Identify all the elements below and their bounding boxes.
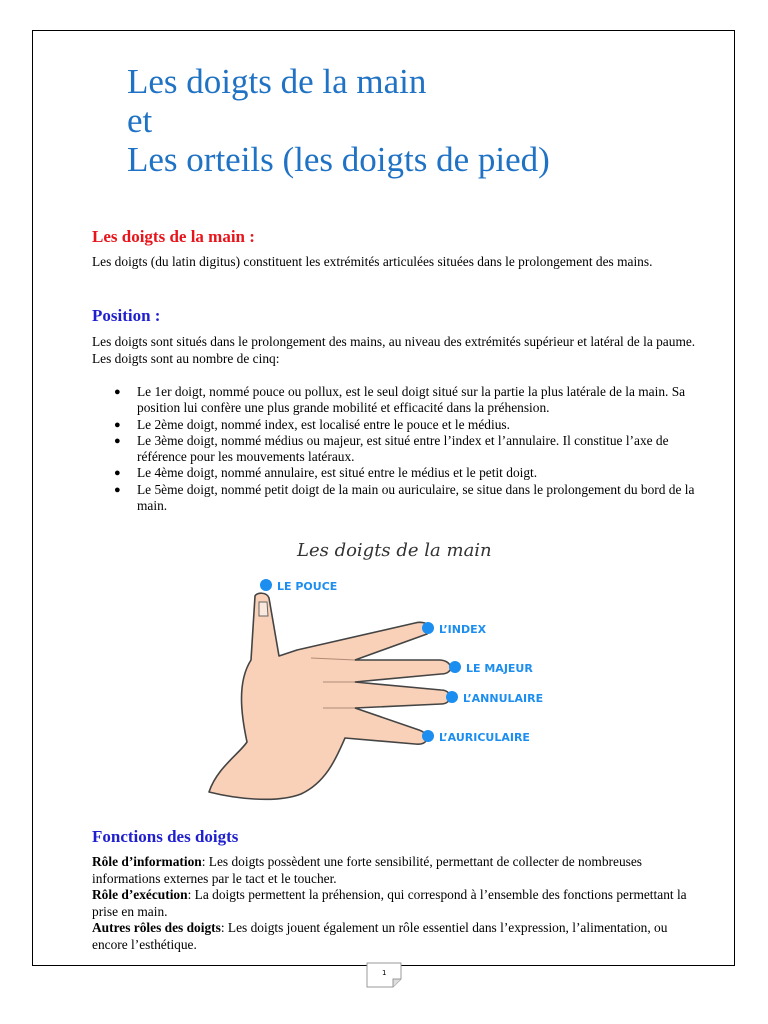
list-item: Rôle d’exécution: La doigts permettent la préhension, qui correspond à l’ensemble des fonctions permettant la prise en main. xyxy=(92,887,687,919)
page-number-badge xyxy=(366,962,402,988)
heading-fonctions: Fonctions des doigts xyxy=(92,827,239,846)
label-dot-majeur xyxy=(449,661,461,673)
label-dot-index xyxy=(422,622,434,634)
list-item: ● Le 1er doigt, nommé pouce ou pollux, est le seul doigt situé sur la partie la plus latérale de la main. Sa position lui confère une plus grande mobilité et efficacité dans la préhension. xyxy=(114,384,686,416)
list-item: ● Le 4ème doigt, nommé annulaire, est situé entre le médius et le petit doigt. xyxy=(114,465,538,481)
label-annulaire: L’ANNULAIRE xyxy=(463,692,544,705)
label-majeur: LE MAJEUR xyxy=(466,662,533,675)
title-line-1: Les doigts de la main xyxy=(127,62,427,101)
label-index: L’INDEX xyxy=(439,623,487,636)
list-item: ● Le 3ème doigt, nommé médius ou majeur, est situé entre l’index et l’annulaire. Il constitue l’axe de référence pour les mouvements latéraux. xyxy=(114,432,669,465)
list-item: Rôle d’information: Les doigts possèdent une forte sensibilité, permettant de collecter de nombreuses informations externes par le tact et le toucher. xyxy=(92,854,643,886)
list-item: ● Le 5ème doigt, nommé petit doigt de la main ou auriculaire, se situe dans le prolongement du bord de la main. xyxy=(114,481,695,514)
hand-shape xyxy=(209,593,451,799)
title-line-3: Les orteils (les doigts de pied) xyxy=(127,140,550,179)
bullet-icon: ● xyxy=(114,386,121,398)
page-title xyxy=(127,62,550,179)
label-dot-pouce xyxy=(260,579,272,591)
position-paragraph: Les doigts sont situés dans le prolongement des mains, au niveau des extrémités supérieur et latéral de la paume. Les doigts sont au nombre de cinq: xyxy=(92,334,696,366)
intro-paragraph: Les doigts (du latin digitus) constituent les extrémités articulées situées dans le prolongement des mains. xyxy=(92,254,653,269)
heading-doigts-main: Les doigts de la main : xyxy=(92,227,255,246)
list-item: ● Le 2ème doigt, nommé index, est localisé entre le pouce et le médius. xyxy=(114,416,510,432)
list-item: Autres rôles des doigts: Les doigts jouent également un rôle essentiel dans l’expression, l’alimentation, ou encore l’esthétique. xyxy=(92,920,668,952)
bullet-icon: ● xyxy=(114,418,121,431)
hand-icon xyxy=(209,593,451,799)
label-dot-annulaire xyxy=(446,691,458,703)
bullet-icon: ● xyxy=(114,434,121,447)
bullet-icon: ● xyxy=(114,483,121,496)
fonctions-block xyxy=(92,854,702,953)
label-pouce: LE POUCE xyxy=(277,580,338,593)
page-number: 1 xyxy=(382,969,387,977)
label-auriculaire: L’AURICULAIRE xyxy=(439,731,530,744)
title-line-2: et xyxy=(127,101,153,140)
figure-caption: Les doigts de la main xyxy=(297,540,492,561)
label-dot-auriculaire xyxy=(422,730,434,742)
finger-list xyxy=(92,384,702,514)
bullet-icon: ● xyxy=(114,467,121,480)
hand-illustration xyxy=(205,532,544,810)
heading-position: Position : xyxy=(92,306,161,325)
